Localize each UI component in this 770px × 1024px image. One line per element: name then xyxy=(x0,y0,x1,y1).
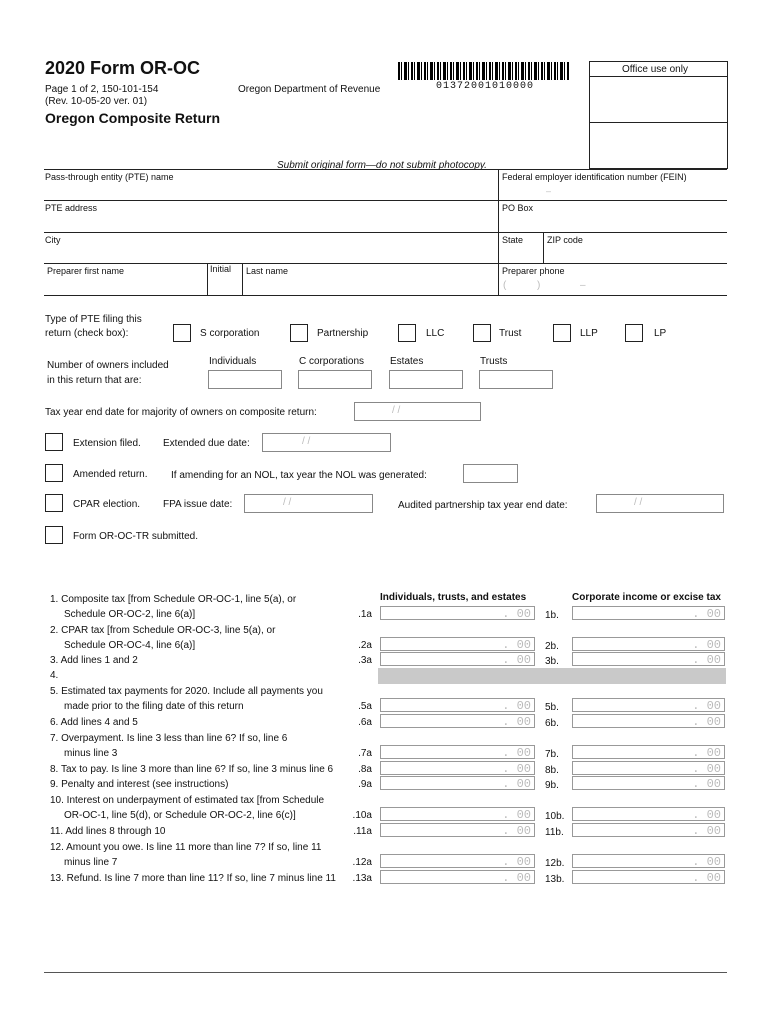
preparer-phone-field[interactable] xyxy=(502,277,724,293)
nol-year-field[interactable] xyxy=(463,464,518,483)
audited-year-end-field[interactable] xyxy=(596,494,724,513)
owners-c-corporations-field[interactable] xyxy=(298,370,372,389)
line-2-ref-a: 2a. xyxy=(358,640,372,651)
line-3-ref-b: 3b. xyxy=(545,656,559,667)
audited-year-end-slashes: / / xyxy=(634,497,643,508)
page-info: Page 1 of 2, 150-101-154 xyxy=(45,84,159,95)
llp-checkbox[interactable] xyxy=(553,324,571,342)
line-13a-amount[interactable]: . 00 xyxy=(380,870,535,884)
line-5a-amount[interactable]: . 00 xyxy=(380,698,535,712)
pte-type-label-1: Type of PTE filing this xyxy=(45,314,142,325)
line-5-text: 5. Estimated tax payments for 2020. Include all payments you xyxy=(50,686,323,697)
owners-individuals-field[interactable] xyxy=(208,370,282,389)
lp-checkbox[interactable] xyxy=(625,324,643,342)
line-8-ref-b: 8b. xyxy=(545,765,559,776)
line-10-text: 10. Interest on underpayment of estimated tax [from Schedule xyxy=(50,795,325,806)
llc-checkbox[interactable] xyxy=(398,324,416,342)
owners-trusts-field[interactable] xyxy=(479,370,553,389)
line-4-shaded-bar xyxy=(378,668,726,684)
line-1-text: 1. Composite tax [from Schedule OR-OC-1, line 5(a), or xyxy=(50,594,297,605)
state-label: State xyxy=(502,235,524,245)
extended-due-slashes: / / xyxy=(302,436,311,447)
line-6a-amount[interactable]: . 00 xyxy=(380,714,535,728)
amended-return-checkbox[interactable] xyxy=(45,464,63,482)
line-7a-amount[interactable]: . 00 xyxy=(380,745,535,759)
line-2a-amount[interactable]: . 00 xyxy=(380,637,535,651)
or-oc-tr-checkbox[interactable] xyxy=(45,526,63,544)
extended-due-field[interactable] xyxy=(262,433,391,452)
line-13b-amount[interactable]: . 00 xyxy=(572,870,725,884)
line-12-text-cont: minus line 7 xyxy=(64,857,118,868)
line-8-ref-a: 8a. xyxy=(358,764,372,775)
pte-name-field[interactable] xyxy=(45,182,495,198)
partnership-checkbox[interactable] xyxy=(290,324,308,342)
line-7-ref-a: 7a. xyxy=(358,748,372,759)
cpar-election-checkbox[interactable] xyxy=(45,494,63,512)
zip-label: ZIP code xyxy=(547,235,583,245)
line-3-text: 3. Add lines 1 and 2 xyxy=(50,655,138,666)
zip-field[interactable] xyxy=(547,245,725,261)
col-header-corporate: Corporate income or excise tax xyxy=(572,592,721,603)
line-3a-amount[interactable]: . 00 xyxy=(380,652,535,666)
phone-dash: – xyxy=(580,280,586,291)
line-1b-amount[interactable]: . 00 xyxy=(572,606,725,620)
line-13-text: 13. Refund. Is line 7 more than line 11? If so, line 7 minus line 11 xyxy=(50,873,336,884)
owners-estates-label: Estates xyxy=(390,356,424,367)
line-3b-amount[interactable]: . 00 xyxy=(572,652,725,666)
line-10-ref-b: 10b. xyxy=(545,811,565,822)
state-field[interactable] xyxy=(502,245,540,261)
line-10-text-cont: OR-OC-1, line 5(d), or Schedule OR-OC-2, line 6(c)] xyxy=(64,810,296,821)
extension-filed-checkbox[interactable] xyxy=(45,433,63,451)
form-subtitle: Oregon Composite Return xyxy=(45,110,221,126)
line-6-text: 6. Add lines 4 and 5 xyxy=(50,717,138,728)
office-use-box xyxy=(589,61,728,169)
line-7-text: 7. Overpayment. Is line 3 less than line 6? If so, line 6 xyxy=(50,733,288,744)
owners-label-1: Number of owners included xyxy=(47,360,169,371)
last-name-field[interactable] xyxy=(246,277,496,293)
lp-label: LP xyxy=(654,328,667,339)
line-2-text: 2. CPAR tax [from Schedule OR-OC-3, line 5(a), or xyxy=(50,625,276,636)
line-13-ref-a: 13a. xyxy=(352,873,372,884)
line-2b-amount[interactable]: . 00 xyxy=(572,637,725,651)
line-9b-amount[interactable]: . 00 xyxy=(572,776,725,790)
trust-label: Trust xyxy=(499,328,522,339)
line-12-ref-b: 12b. xyxy=(545,858,565,869)
line-7-text-cont: minus line 3 xyxy=(64,748,118,759)
line-13-ref-b: 13b. xyxy=(545,874,565,885)
tax-year-end-label: Tax year end date for majority of owners on composite return: xyxy=(45,407,317,418)
line-8a-amount[interactable]: . 00 xyxy=(380,761,535,775)
preparer-phone-label: Preparer phone xyxy=(502,266,565,276)
phone-close-paren: ) xyxy=(537,280,541,291)
initial-field[interactable] xyxy=(210,277,240,293)
line-2-ref-b: 2b. xyxy=(545,641,559,652)
extended-due-label: Extended due date: xyxy=(163,438,250,449)
line-12b-amount[interactable]: . 00 xyxy=(572,854,725,868)
fein-field[interactable] xyxy=(502,182,724,198)
pte-type-label-2: return (check box): xyxy=(45,328,129,339)
line-11-text: 11. Add lines 8 through 10 xyxy=(50,826,166,837)
line-5b-amount[interactable]: . 00 xyxy=(572,698,725,712)
line-11b-amount[interactable]: . 00 xyxy=(572,823,725,837)
line-5-text-cont: made prior to the filing date of this return xyxy=(64,701,244,712)
preparer-first-label: Preparer first name xyxy=(47,266,125,276)
owners-c-corporations-label: C corporations xyxy=(299,356,365,367)
pte-name-label: Pass-through entity (PTE) name xyxy=(45,172,174,182)
trust-checkbox[interactable] xyxy=(473,324,491,342)
pte-address-label: PTE address xyxy=(45,203,98,213)
preparer-first-field[interactable] xyxy=(47,277,205,293)
llc-label: LLC xyxy=(426,328,445,339)
line-5-ref-b: 5b. xyxy=(545,702,559,713)
line-9-ref-b: 9b. xyxy=(545,780,559,791)
owners-estates-field[interactable] xyxy=(389,370,463,389)
line-8b-amount[interactable]: . 00 xyxy=(572,761,725,775)
city-label: City xyxy=(45,235,61,245)
line-7b-amount[interactable]: . 00 xyxy=(572,745,725,759)
owners-individuals-label: Individuals xyxy=(209,356,257,367)
barcode xyxy=(398,62,570,80)
barcode-number: 01372001010000 xyxy=(436,81,535,92)
owners-label-2: in this return that are: xyxy=(47,375,142,386)
line-1a-amount[interactable]: . 00 xyxy=(380,606,535,620)
form-title: 2020 Form OR-OC xyxy=(45,58,201,78)
fein-label: Federal employer identification number (FEIN) xyxy=(502,172,687,182)
po-box-field[interactable] xyxy=(502,213,724,230)
line-7-ref-b: 7b. xyxy=(545,749,559,760)
submit-note: Submit original form—do not submit photocopy. xyxy=(277,160,487,171)
line-6b-amount[interactable]: . 00 xyxy=(572,714,725,728)
line-11a-amount[interactable]: . 00 xyxy=(380,823,535,837)
line-1-ref-a: 1a. xyxy=(358,609,372,620)
line-12-text: 12. Amount you owe. Is line 11 more than line 7? If so, line 11 xyxy=(50,842,322,853)
cpar-election-label: CPAR election. xyxy=(73,499,141,510)
revision-text: (Rev. 10-05-20 ver. 01) xyxy=(45,96,148,107)
partnership-label: Partnership xyxy=(317,328,369,339)
line-5-ref-a: 5a. xyxy=(358,701,372,712)
office-use-label: Office use only xyxy=(622,64,688,75)
line-3-ref-a: 3a. xyxy=(358,655,372,666)
fein-dash: – xyxy=(546,186,552,196)
po-box-label: PO Box xyxy=(502,203,534,213)
audited-year-end-label: Audited partnership tax year end date: xyxy=(398,500,568,511)
amended-return-label: Amended return. xyxy=(73,469,148,480)
line-9-text: 9. Penalty and interest (see instructions) xyxy=(50,779,229,790)
line-10b-amount[interactable]: . 00 xyxy=(572,807,725,821)
line-11-ref-a: 11a. xyxy=(353,826,372,837)
line-10a-amount[interactable]: . 00 xyxy=(380,807,535,821)
city-field[interactable] xyxy=(45,245,495,261)
pte-address-field[interactable] xyxy=(45,213,495,230)
line-6-ref-a: 6a. xyxy=(358,717,372,728)
fpa-issue-label: FPA issue date: xyxy=(163,499,233,510)
phone-open-paren: ( xyxy=(503,280,507,291)
line-6-ref-b: 6b. xyxy=(545,718,559,729)
or-oc-tr-label: Form OR-OC-TR submitted. xyxy=(73,531,199,542)
fpa-issue-field[interactable] xyxy=(244,494,373,513)
line-9a-amount[interactable]: . 00 xyxy=(380,776,535,790)
initial-label: Initial xyxy=(210,264,232,274)
line-10-ref-a: 10a. xyxy=(352,810,372,821)
s-corporation-checkbox[interactable] xyxy=(173,324,191,342)
extension-filed-label: Extension filed. xyxy=(73,438,141,449)
fpa-issue-slashes: / / xyxy=(283,497,292,508)
tax-year-end-slashes: / / xyxy=(392,405,401,416)
last-name-label: Last name xyxy=(246,266,289,276)
tax-year-end-field[interactable] xyxy=(354,402,481,421)
bottom-rule xyxy=(44,972,727,973)
line-12a-amount[interactable]: . 00 xyxy=(380,854,535,868)
line-1-ref-b: 1b. xyxy=(545,610,559,621)
llp-label: LLP xyxy=(580,328,598,339)
line-1-text-cont: Schedule OR-OC-2, line 6(a)] xyxy=(64,609,196,620)
line-9-ref-a: 9a. xyxy=(358,779,372,790)
line-12-ref-a: 12a. xyxy=(352,857,372,868)
line-2-text-cont: Schedule OR-OC-4, line 6(a)] xyxy=(64,640,196,651)
line-4-text: 4. xyxy=(50,670,59,681)
department-name: Oregon Department of Revenue xyxy=(238,84,381,95)
col-header-individuals: Individuals, trusts, and estates xyxy=(380,592,527,603)
owners-trusts-label: Trusts xyxy=(480,356,508,367)
line-11-ref-b: 11b. xyxy=(545,827,564,838)
line-8-text: 8. Tax to pay. Is line 3 more than line 6? If so, line 3 minus line 6 xyxy=(50,764,334,775)
s-corporation-label: S corporation xyxy=(200,328,260,339)
nol-year-label: If amending for an NOL, tax year the NOL was generated: xyxy=(171,470,427,481)
